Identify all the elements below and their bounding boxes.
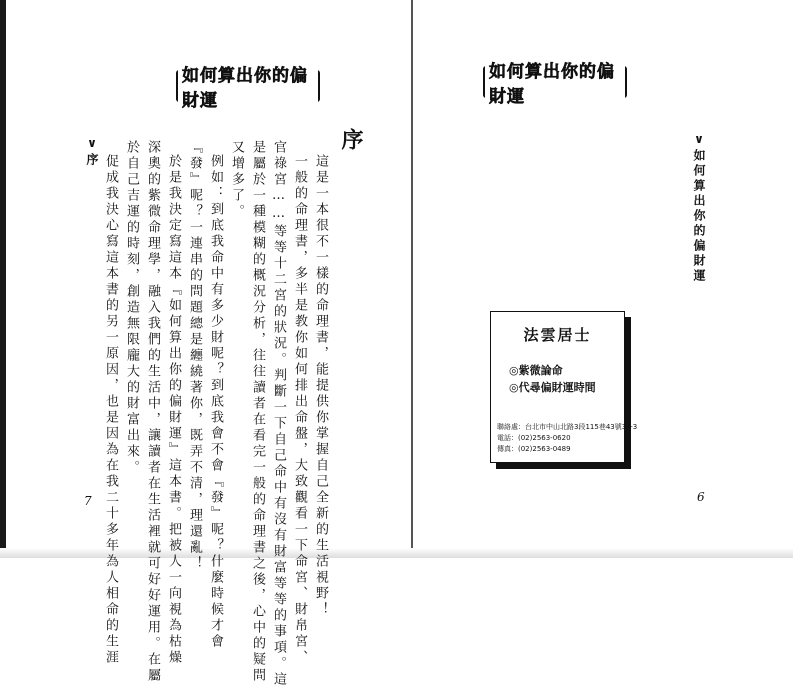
left-running-head: [86, 136, 98, 168]
chevron-down-icon: ∨: [692, 132, 706, 149]
scan-edge: [0, 0, 6, 558]
preface-column-2: 一般的命理書，多半是教你如何排出命盤，大致觀看一下命宮、財帛宮、: [292, 154, 307, 666]
left-banner-text: 如何算出你的偏財運: [178, 61, 318, 111]
right-page-number: 6: [697, 490, 705, 504]
ad-item-ziwei: ◎紫微論命: [509, 364, 563, 377]
preface-column-9: 深奧的紫微命理學，融入我們的生活中，讓讀者在生活裡就可好好運用。在屬: [145, 140, 160, 684]
chevron-down-icon: ∨: [85, 136, 99, 153]
preface-heading: 序: [338, 128, 364, 153]
page-gutter: [411, 0, 413, 558]
ad-phone: 電話：(02)2563-0620: [497, 434, 571, 442]
left-running-head-text: 序: [85, 153, 99, 168]
preface-column-7: 『發』呢？一連串的問題總是纏繞著你，既弄不清，理還亂！: [187, 140, 202, 572]
right-title-banner: [483, 62, 627, 107]
preface-column-4: 是屬於一種模糊的概況分析，往往讀者在看完一般的命理書之後，心中的疑問: [250, 140, 265, 684]
left-title-banner: [176, 66, 320, 111]
scan-bottom-edge: [0, 548, 793, 558]
preface-column-3: 官祿宮……等等十二宮的狀況。判斷一下自己命中有沒有財富等等的事項。這: [271, 140, 286, 688]
left-page-number: 7: [84, 494, 92, 508]
preface-column-10: 於自己吉運的時刻，創造無限龐大的財富出來。: [124, 140, 139, 476]
ad-title: 法雲居士: [523, 326, 592, 344]
right-banner-text: 如何算出你的偏財運: [485, 57, 625, 107]
ad-address: 聯絡處：台北市中山北路3段115巷43號3F-3: [497, 423, 638, 431]
preface-column-11: 促成我決心寫這本書的另一原因，也是因為在我二十多年為人相命的生涯: [103, 154, 118, 666]
preface-column-8: 於是我決定寫這本『如何算出你的偏財運』這本書。把被人一向視為枯燥: [166, 154, 181, 666]
author-ad-box: [490, 311, 638, 463]
preface-column-6: 例如：到底我命中有多少財呢？到底我會不會『發』呢？什麼時候才會: [208, 154, 223, 650]
right-running-head: [693, 132, 705, 284]
preface-column-5: 又增多了。: [229, 140, 244, 220]
ad-fax: 傳真：(02)2563-0489: [497, 445, 571, 453]
preface-column-1: 這是一本很不一樣的命理書，能提供你掌握自己全新的生活視野！: [313, 154, 328, 618]
ad-item-wealth: ◎代尋偏財運時間: [509, 381, 596, 394]
right-running-head-text: 如何算出你的偏財運: [692, 149, 706, 284]
